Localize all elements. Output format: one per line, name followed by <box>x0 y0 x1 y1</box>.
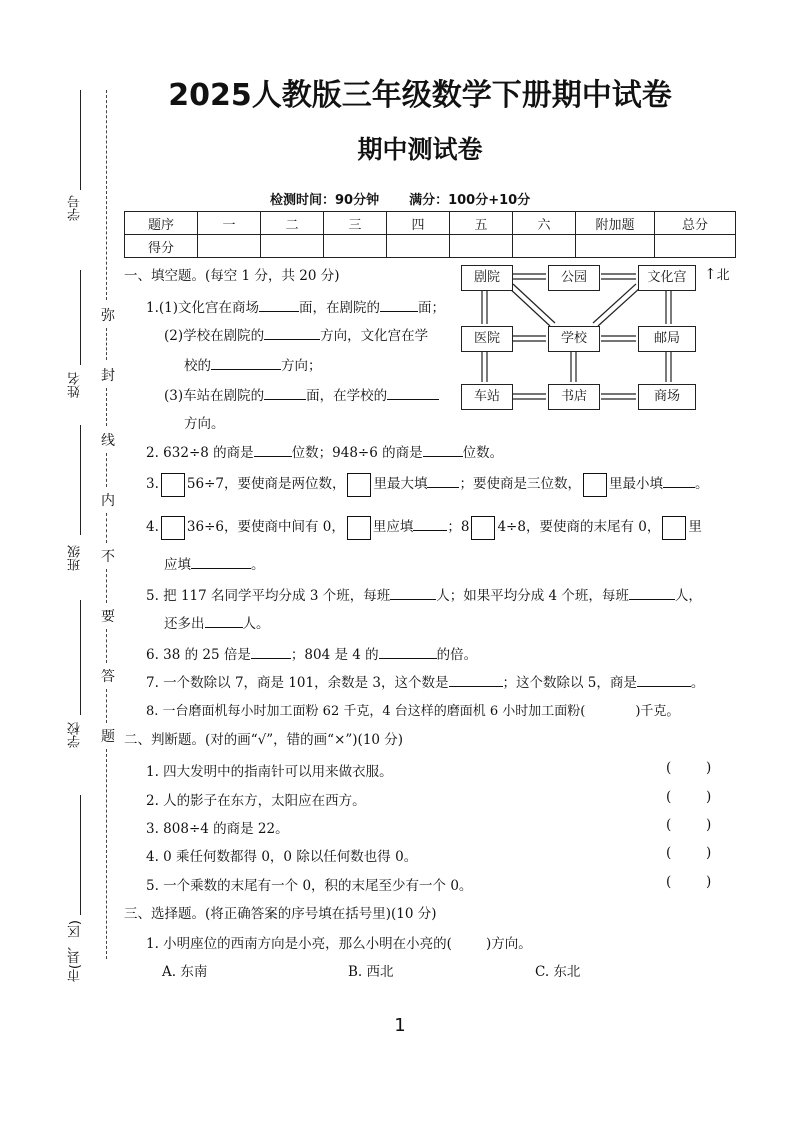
seal-dash <box>106 453 107 487</box>
seal-char: 答 <box>101 669 115 685</box>
question-text: (3)车站在剧院的 <box>164 388 265 404</box>
map-node-hospital: 医院 <box>461 326 513 352</box>
page-subtitle: 期中测试卷 <box>357 135 483 164</box>
seal-dash <box>106 629 107 663</box>
question-text: 人。 <box>242 616 270 632</box>
judge-answer-2[interactable] <box>666 789 746 805</box>
location-map <box>458 262 738 412</box>
question-text: 位数；948÷6 的商是 <box>291 445 423 461</box>
score-table-score-row <box>125 235 736 258</box>
paren: ( <box>666 874 672 890</box>
question-text: )千克。 <box>635 704 680 719</box>
seal-char: 内 <box>101 493 115 509</box>
seal-dash <box>106 90 107 300</box>
question-7 <box>146 671 704 691</box>
answer-blank[interactable] <box>254 442 292 457</box>
section-3-heading: 三、选择题。(将正确答案的序号填在括号里)(10 分) <box>124 906 437 922</box>
answer-blank[interactable] <box>264 325 320 340</box>
map-node-cultural-palace: 文化宫 <box>638 265 696 291</box>
answer-blank[interactable] <box>663 473 695 488</box>
question-6 <box>146 643 477 663</box>
answer-blank[interactable] <box>251 644 291 659</box>
city-label: 市(县、区) <box>68 920 83 983</box>
seal-char: 不 <box>101 549 115 565</box>
question-text: 校的 <box>184 358 211 374</box>
question-text: )方向。 <box>485 936 532 952</box>
answer-blank[interactable] <box>205 613 243 628</box>
seal-dash <box>106 328 107 360</box>
score-cell[interactable] <box>198 235 261 258</box>
name-label: 姓名 <box>68 372 83 398</box>
section-1-heading: 一、填空题。(每空 1 分，共 20 分) <box>124 268 340 284</box>
answer-box[interactable] <box>347 473 371 497</box>
answer-blank[interactable] <box>387 385 439 400</box>
north-indicator <box>704 264 730 283</box>
question-text: 4÷8，要使商的末尾有 0， <box>497 519 661 535</box>
question-5-line-1 <box>146 584 702 604</box>
score-cell[interactable] <box>450 235 513 258</box>
question-text: ；804 是 4 的 <box>290 647 379 663</box>
map-node-post-office: 邮局 <box>638 326 696 352</box>
question-text: 人；如果平均分成 4 个班，每班 <box>436 588 629 604</box>
answer-blank[interactable] <box>264 385 306 400</box>
question-text: 面，在学校的 <box>306 388 388 404</box>
page-title: 2025人教版三年级数学下册期中试卷 <box>168 78 672 113</box>
score-table-header-row <box>125 212 736 235</box>
map-node-school: 学校 <box>548 326 600 352</box>
score-header-cell: 四 <box>387 212 450 235</box>
answer-box[interactable] <box>662 516 686 540</box>
question-text: 人， <box>674 588 702 604</box>
paren: ) <box>706 789 712 805</box>
question-1-line-1 <box>146 296 445 316</box>
judge-item-5: 5. 一个乘数的末尾有一个 0，积的末尾至少有一个 0。 <box>146 878 473 894</box>
question-text: 8. 一台磨面机每小时加工面粉 62 千克，4 台这样的磨面机 6 小时加工面粉( <box>146 704 586 719</box>
answer-box[interactable] <box>583 473 607 497</box>
school-label: 学校 <box>68 722 83 748</box>
answer-blank[interactable] <box>629 585 675 600</box>
north-label: 北 <box>716 268 730 283</box>
question-text: 里应填 <box>372 519 414 535</box>
question-text: 。 <box>251 557 265 573</box>
question-text: 7. 一个数除以 7，商是 101，余数是 3，这个数是 <box>146 675 449 691</box>
question-text: 5. 把 117 名同学平均分成 3 个班，每班 <box>146 588 391 604</box>
exam-info <box>270 189 560 208</box>
judge-item-4: 4. 0 乘任何数都得 0，0 除以任何数也得 0。 <box>146 849 418 865</box>
paren: ) <box>706 874 712 890</box>
seal-dash <box>106 569 107 603</box>
question-text: ；8 <box>447 519 470 535</box>
paren: ) <box>706 817 712 833</box>
answer-blank[interactable] <box>379 644 437 659</box>
question-text: 里最大填 <box>373 476 428 492</box>
question-5-line-2 <box>164 612 270 632</box>
seal-char: 弥 <box>101 308 115 324</box>
paren: ( <box>666 845 672 861</box>
question-3 <box>146 472 708 497</box>
map-node-station: 车站 <box>461 384 513 410</box>
answer-box[interactable] <box>471 516 495 540</box>
score-header-cell: 二 <box>261 212 324 235</box>
judge-item-3: 3. 808÷4 的商是 22。 <box>146 821 289 837</box>
choice-option-c[interactable]: C. 东北 <box>535 964 581 980</box>
question-text: (2)学校在剧院的 <box>164 328 265 344</box>
judge-answer-3[interactable] <box>666 817 746 833</box>
score-header-cell: 五 <box>450 212 513 235</box>
question-text: 方向，文化宫在学 <box>320 328 429 344</box>
score-header-cell: 三 <box>324 212 387 235</box>
margin-line <box>80 270 81 365</box>
answer-blank[interactable] <box>427 473 459 488</box>
seal-dash <box>106 388 107 426</box>
question-text: 36÷6，要使商中间有 0， <box>186 519 345 535</box>
answer-box[interactable] <box>347 516 371 540</box>
question-text: 面，在剧院的 <box>299 300 381 316</box>
judge-answer-4[interactable] <box>666 845 746 861</box>
score-cell[interactable] <box>324 235 387 258</box>
seal-char: 题 <box>101 729 115 745</box>
seal-dash <box>106 749 107 959</box>
question-text: 里 <box>688 519 702 535</box>
judge-answer-1[interactable] <box>666 760 746 776</box>
margin-line <box>80 600 81 715</box>
question-text: ；这个数除以 5，商是 <box>502 675 637 691</box>
score-cell[interactable] <box>655 235 736 258</box>
score-header-cell: 一 <box>198 212 261 235</box>
class-label: 班级 <box>68 545 83 571</box>
section-2-heading: 二、判断题。(对的画“√”，错的画“×”)(10 分) <box>124 732 404 748</box>
score-cell[interactable] <box>513 235 576 258</box>
question-text: 6. 38 的 25 倍是 <box>146 647 251 663</box>
answer-blank[interactable] <box>191 554 251 569</box>
score-row-label: 得分 <box>125 235 198 258</box>
choice-option-b[interactable]: B. 西北 <box>348 964 394 980</box>
answer-box[interactable] <box>161 473 185 497</box>
question-text: 面； <box>418 300 446 316</box>
question-text: 的倍。 <box>436 647 478 663</box>
answer-blank[interactable] <box>259 297 299 312</box>
answer-blank[interactable] <box>380 297 418 312</box>
question-8 <box>146 700 679 719</box>
question-text: 里最小填 <box>608 476 663 492</box>
question-text: 2. 632÷8 的商是 <box>146 445 254 461</box>
north-arrow-icon: ↑ <box>704 265 717 283</box>
paren: ) <box>706 845 712 861</box>
score-header-cell: 附加题 <box>576 212 655 235</box>
seal-dash <box>106 689 107 723</box>
page-number: 1 <box>394 1015 406 1036</box>
question-4-line-2 <box>164 553 265 573</box>
answer-blank[interactable] <box>637 672 691 687</box>
question-2 <box>146 441 503 461</box>
question-text: 应填 <box>164 557 191 573</box>
exam-time: 检测时间：90分钟 <box>270 193 380 208</box>
judge-item-2: 2. 人的影子在东方，太阳应在西方。 <box>146 793 366 809</box>
question-1-line-5: 方向。 <box>184 416 225 432</box>
seal-dash <box>106 513 107 543</box>
margin-line <box>80 425 81 535</box>
question-text: 还多出 <box>164 616 205 632</box>
judge-answer-5[interactable] <box>666 874 746 890</box>
seal-char: 线 <box>101 433 115 449</box>
score-cell[interactable] <box>576 235 655 258</box>
score-header-cell: 六 <box>513 212 576 235</box>
score-cell[interactable] <box>261 235 324 258</box>
seal-char: 封 <box>101 368 115 384</box>
map-node-theater: 剧院 <box>461 265 513 291</box>
answer-box[interactable] <box>161 516 185 540</box>
question-text: 方向； <box>281 358 322 374</box>
paren: ( <box>666 789 672 805</box>
margin-line <box>80 795 81 915</box>
map-node-mall: 商场 <box>638 384 696 410</box>
map-node-park: 公园 <box>548 265 600 291</box>
question-text: ；要使商是三位数， <box>459 476 581 492</box>
answer-blank[interactable] <box>211 355 281 370</box>
question-1-line-2 <box>164 324 428 344</box>
question-text: 。 <box>694 476 709 492</box>
paren: ( <box>666 760 672 776</box>
question-1-line-4 <box>164 384 439 404</box>
paren: ) <box>706 760 712 776</box>
exam-full-score: 满分：100分+10分 <box>409 193 531 208</box>
question-4-line-1 <box>146 515 702 540</box>
question-text: 4. <box>146 519 159 535</box>
choice-option-a[interactable]: A. 东南 <box>162 964 208 980</box>
question-text: 3. <box>146 476 159 492</box>
student-number-label: 学号 <box>68 195 83 221</box>
answer-blank[interactable] <box>413 516 447 531</box>
score-cell[interactable] <box>387 235 450 258</box>
score-header-cell: 总分 <box>655 212 736 235</box>
judge-item-1: 1. 四大发明中的指南针可以用来做衣服。 <box>146 764 393 780</box>
question-text: 。 <box>690 675 705 691</box>
score-header-cell: 题序 <box>125 212 198 235</box>
question-text: 1.(1)文化宫在商场 <box>146 300 260 316</box>
question-1-line-3 <box>184 354 322 374</box>
paren: ( <box>666 817 672 833</box>
question-text: 1. 小明座位的西南方向是小亮，那么小明在小亮的( <box>146 936 452 952</box>
seal-char: 要 <box>101 609 115 625</box>
score-table <box>124 211 736 258</box>
answer-blank[interactable] <box>390 585 436 600</box>
map-node-bookstore: 书店 <box>548 384 600 410</box>
question-text: 位数。 <box>462 445 504 461</box>
answer-blank[interactable] <box>423 442 463 457</box>
question-text: 56÷7，要使商是两位数， <box>186 476 346 492</box>
choice-question-1 <box>146 932 532 952</box>
answer-blank[interactable] <box>449 672 503 687</box>
